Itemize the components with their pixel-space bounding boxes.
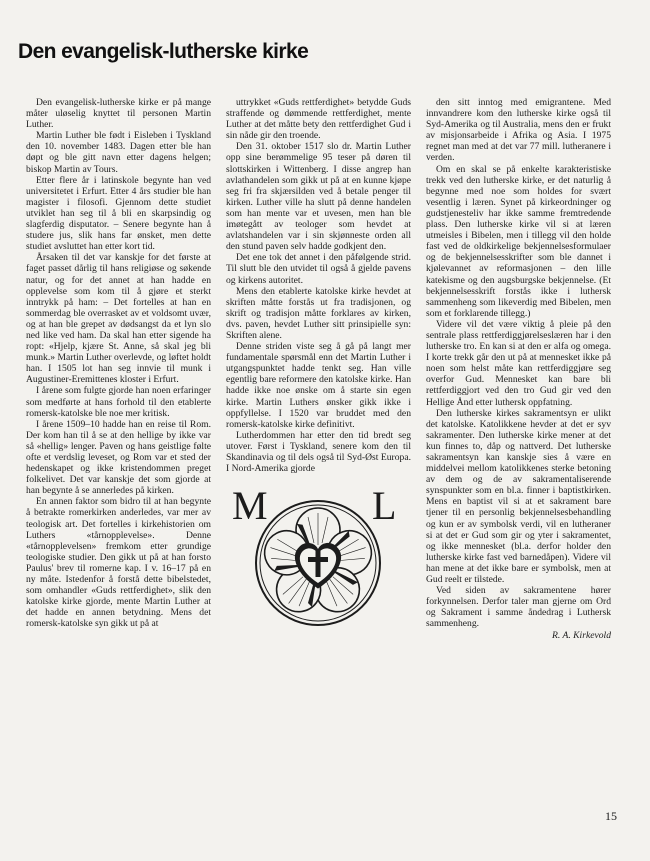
article-title: Den evangelisk-lutherske kirke	[18, 40, 309, 63]
paragraph: Ved siden av sakramentene hører forkynnelsen. Derfor taler man gjerne om Ord og Sakrament i samme åndedrag i Luthersk sammenheng.	[426, 585, 611, 630]
page-number: 15	[605, 809, 617, 823]
text-column-1	[26, 97, 211, 809]
paragraph: Etter flere år i latinskole begynte han ved universitetet i Erfurt. Etter 4 års studier ble han magister i filosofi. Gjennom dette studiet utviklet han seg til å bli en skarpsindig og slagferdig disputator. – Senere begynte han å studere jus, slik hans far ønsket, men dette studiet avsluttet han etter kort tid.	[26, 174, 211, 253]
paragraph: Martin Luther ble født i Eisleben i Tyskland den 10. november 1483. Dagen etter ble han døpt og ble gitt navn etter dagens helgen; biskop Martin av Tours.	[26, 130, 211, 175]
paragraph: den sitt inntog med emigrantene. Med innvandrere kom den lutherske kirke også til Syd-Amerika og til Australia, mens den er frukt av misjonsarbeide i Afrika og Asia. I 1975 regnet man med at det var 77 mill. lutheranere i verden.	[426, 97, 611, 164]
paragraph: Årsaken til det var kanskje for det første at faget passet dårlig til hans religiøse og søkende natur, og for det annet at han hadde en opplevelse som kom til å gjøre et sterkt inntrykk på ham: – Det fortelles at han en sommerdag ble overrasket av et voldsomt uvær, og at han ble grepet av dødsangst da et lyn slo ned like ved ham. Da skal han etter sigende ha ropt: «Hjelp, kjære St. Anne, så skal jeg bli munk.» Martin Luther overlevde, og løftet holdt han. I 1505 lot han seg innvie til munk i Augustiner-Eremittenes kloster i Erfurt.	[26, 252, 211, 386]
paragraph: En annen faktor som bidro til at han begynte å betrakte romerkirken anderledes, var mer av teologisk art. Det fortelles i kirkehistorien om Luthers «tårnopplevelse». Denne «tårnopplevelsen» fremkom etter grundige teologiske studier. Den gikk ut på at han forsto Paulus' brev til romerne kap. I v. 16–17 på en ny måte. Istedenfor å forstå dette bibelstedet, som omhandler «Guds rettferdighet», slik den katolske kirke gjorde, mente Martin Luther at det hadde en annen betydning. Mens det romersk-katolske syn gikk ut på at	[26, 496, 211, 630]
paragraph: Denne striden viste seg å gå på langt mer fundamentale spørsmål enn det Martin Luther i utgangspunktet hadde tenkt seg. Han ville egentlig bare reformere den katolske kirke. Han hadde ikke noe ønske om å starte sin egen kirke. Martin Luthers ønsker gikk ikke i oppfyllelse. I 1520 var bruddet med den romersk-katolske kirke definitivt.	[226, 341, 411, 430]
paragraph: uttrykket «Guds rettferdighet» betydde Guds straffende og dømmende rettferdighet, mente Luther at det måtte bety den rettferdighet Gud i sin nåde gir den troende.	[226, 97, 411, 142]
paragraph: Den evangelisk-lutherske kirke er på mange måter uløselig knyttet til personen Martin Luther.	[26, 97, 211, 131]
text-column-3	[426, 97, 611, 809]
emblem-letter-m: M	[232, 483, 268, 529]
emblem-letter-l: L	[372, 483, 397, 529]
paragraph: Det ene tok det annet i den påfølgende strid. Til slutt ble den utvidet til også å gjelde pavens og kirkens autoritet.	[226, 252, 411, 286]
author-signature: R. A. Kirkevold	[552, 629, 611, 641]
paragraph: Lutherdommen har etter den tid bredt seg utover. Først i Tyskland, senere kom den til Skandinavia og til dels også til Syd-Øst Europa. I Nord-Amerika gjorde	[226, 429, 411, 475]
luther-rose-emblem	[226, 479, 411, 629]
paragraph: Videre vil det være viktig å pleie på den sentrale plass rettferdiggjørelseslæren har i den lutherske tro. En kan si at den er alfa og omega. I korte trekk går den ut på at mennesket ikke på noen som helst måte kan rettferdiggjøre seg overfor Gud. Mennesket kan bare bli rettferdiggjort ved den tro Gud gir ved den Hellige Ånd etter luthersk oppfatning.	[426, 318, 611, 408]
paragraph: Mens den etablerte katolske kirke hevdet at skriften måtte forstås ut fra tradisjonen, og skrift og tradisjon måtte forklares av kirken, dvs. paven, hevdet Luther sitt prinsipielle syn: Skriften alene.	[226, 285, 411, 341]
article-body	[26, 97, 611, 809]
luther-rose-icon	[226, 479, 411, 629]
paragraph: I årene 1509–10 hadde han en reise til Rom. Der kom han til å se at den hellige by ikke var så «hellig» lenger. Paven og hans geistlige følte ofte et verdslig leveset, og Rom var et sted der hedenskapet og ikke kristendommen preget folkelivet. Det var kanskje det som gjorde at han begynte å se annerledes på kirken.	[26, 418, 211, 497]
paragraph: I årene som fulgte gjorde han noen erfaringer som medførte at hans forhold til den etablerte romersk-katolske ble noe mer kritisk.	[26, 385, 211, 419]
paragraph: Om en skal se på enkelte karakteristiske trekk ved den lutherske kirke, er det naturlig å begynne med noe som holdes for svært vesentlig i læren. Synet på kirkeordninger og gudstjenesteliv har ikke samme fremtredende plass. Den lutherske kirke vil si at læren utmeisles i Bibelen, men i tillegg vil den holde fast ved de oldkirkelige bekjennelsesformulaer og de bekjennelsesskrifter som ble dannet i kjølevannet av reformasjonen – den lille katekisme og den augsburgske bekjennelse. (Et bekjennelsesskrift forstås ikke i luthersk sammenheng som likeverdig med Bibelen, men som et forklarende tillegg.)	[426, 163, 611, 319]
paragraph: Den lutherske kirkes sakramentsyn er ulikt det katolske. Katolikkene hevder at det er syv sakramenter. Den lutherske kirke mener at det kun finnes to, dåp og nattverd. Det lutherske sakramentsyn kan kanskje sies å være en middelvei mellom katolikkenes sterke betoning av dem og de av sakramentaliserende synspunkter som en bl.a. finner i baptistkirken. Mens en baptist vil si at et sakrament bare tjener til en personlig bekjennelsesbehandling og kun er av symbolsk verdi, vil en lutheraner si at det er Gud som gir og yter i sakramentet, og ikke mennesket (bl.a. derfor holder den lutherske kirke fast ved barnedåpen). Videre vil han mene at det ikke bare er symbolsk, men at Gud reelt er tilstede.	[426, 407, 611, 586]
paragraph: Den 31. oktober 1517 slo dr. Martin Luther opp sine berømmelige 95 teser på døren til slottskirken i Wittenberg. I disse angrep han avlathandelen som gikk ut på at en kunne kjøpe seg fri fra skjærsilden ved å betale penger til kirken. Luther ville ha slutt på denne handelen som han mente var et uvesen, men han ble imøtegått av teologer som hevdet at avlatshandelen var i sin skjønneste orden all den stund paven selv hadde godkjent den.	[226, 141, 411, 253]
text-column-2	[226, 97, 411, 809]
